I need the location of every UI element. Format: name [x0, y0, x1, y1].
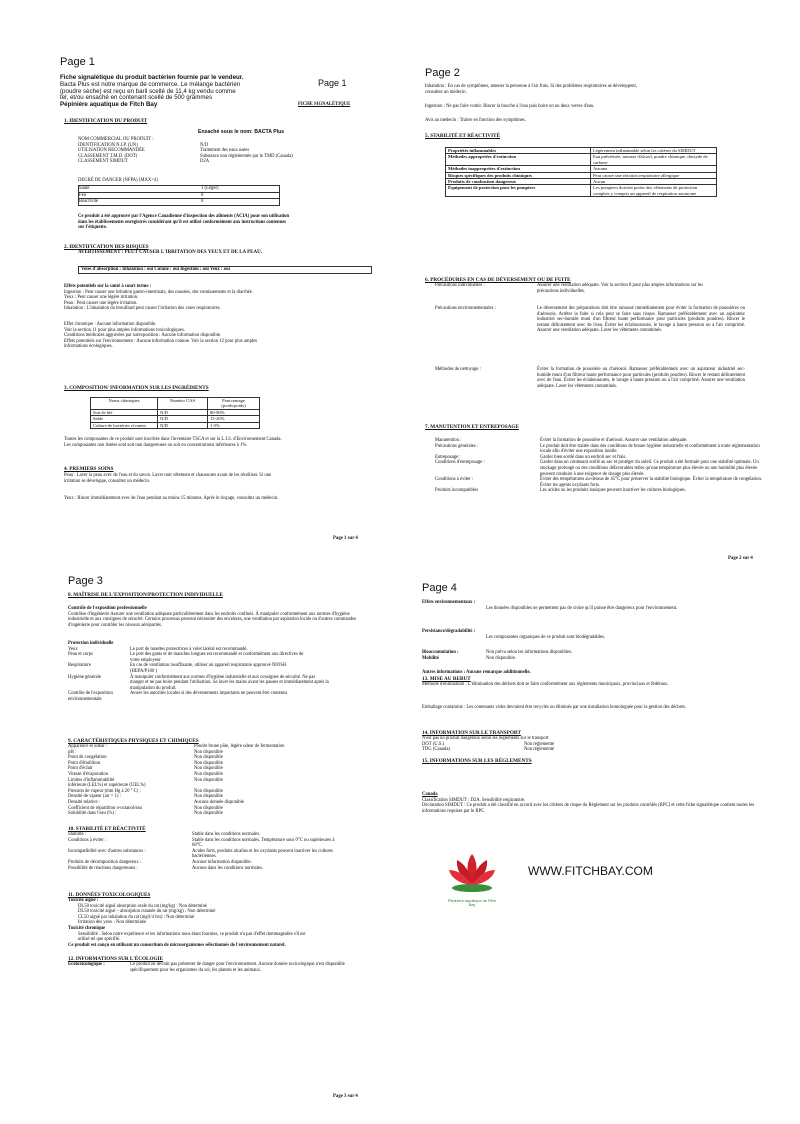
- list-item: Densité de vapeur (air = 1) : Non disponible: [68, 794, 223, 800]
- page-4-label: Page 4: [422, 582, 457, 594]
- list-item: Point d'ébullition Non disponible: [68, 760, 223, 766]
- list-item: Respiratoire En cas de ventilation insuffisante, utiliser un appareil respiratoire approuvé NIOSH (HEPA/P100 ): [68, 663, 287, 674]
- list-item: Apparence et odeur : Poudre brune pâle, légère odeur de fermentation: [68, 744, 285, 749]
- list-item: Stabilité : Stable dans les conditions normales.: [68, 832, 261, 837]
- page-4: [400, 562, 800, 1124]
- list-item: Yeux Le port de lunettes protectrices à volet latéral est recommandé.: [68, 646, 248, 652]
- stability-list: [68, 832, 368, 871]
- section-8-title: 8. MAÎTRISE DE L'EXPOSITION/PROTECTION INDIVIDUELLE: [68, 592, 223, 598]
- spill-individual: Précautions individuelles : Assurer une ventilation adéquate. Voir la section 8 pour plus amples informations sur les précautions individuelles.: [435, 283, 703, 294]
- physical-properties: [68, 744, 368, 817]
- list-item: Conditions à éviter : Stable dans les conditions normales. Température sous 0°C ou supérieures à 68°C.: [68, 837, 335, 849]
- nfpa-table: [78, 185, 280, 206]
- section-2-title: 2. IDENTIFICATION DES RISQUES: [64, 244, 149, 250]
- spill-environment: Précautions environnementales : Le déversement des préparations doit être ramassé immédiatement pour éviter la formation de poussières ou d'aérosols. Arrêter la fuite si cela peut se faire sans risque. Ramasser préférablement avec un aspirateur industriel sec-humide muni d'un filtreur haute performance pour particules (produits poudres). Rincer le restant délicatement avec de l'eau. Éviter les éclaboussures, le lavage à haute pression ou à l'air comprimé. Assurer une ventilation adéquate. Laver les vêtements contaminés.: [435, 306, 745, 334]
- ingestion-text: Ingestion : Ne pas faire vomir. Rincer la bouche à l'eau puis boire un ou deux verres d'eau.: [425, 104, 595, 109]
- inhalation-text: Inhalation : En cas de symptômes, amener la personne à l'air frais. Si des problèmes respiratoires se développent, consultez un médecin.: [425, 84, 637, 95]
- list-item: Peau et corps Le port des gants et de manches longues est recommandé et conformément aux directives de votre employeur: [68, 652, 304, 663]
- bioaccumulation: Bioaccumulation : Non prévu selon les informations disponibles. Mobilité Non disponible.: [422, 650, 573, 661]
- table-row: Propriétés inflammables Légèrement inflammable selon les critères du SIMDUT: [446, 148, 717, 154]
- id-row: UTILISATION RECOMMANDÉE Traitement des eaux usées: [78, 148, 250, 154]
- list-item: Entreposage : Garder bien scellé dans un endroit sec et frais.: [435, 454, 627, 460]
- toxicology: Toxicité aiguë : DL50 toxicité aiguë absorption orale du rat (mg/kg) : Non déterminé DL50 toxicité aiguë – absorption cutanée du rat (mg/kg) : Non déterminé CL50 aiguë par inhalation du rat (mg/l/4 hrs) : Non déterminé Irritation des yeux : Non déterminée Toxicité chronique Sensibilité : Selon notre expérience et les informations nous étant fournies, ce produit n'a pas d'effet dommageable s'il est utilisé tel que spécifié. Ce produit est conçu en utilisant un consortium de microorganismes sélectionnés de l'environnement naturel.: [68, 898, 306, 948]
- regulations-canada: Canada Classification SIMDUT : D2A. Sensibilité respiratoire. Déclaration SIMDUT : Ce produit a été classifié en accord avec les critères de risque du Règlement sur les produits contrôlés (RPC) et cette fiche signalétique contient toutes les informations requises par le RPC.: [422, 792, 755, 814]
- logo-text: Pépinière aquatique de Fitch Bay: [447, 899, 497, 908]
- disposal-method: Méthode d'élimination : L'élimination des déchets doit se faire conformément aux règlements municipaux, provinciaux et fédéraux.: [422, 682, 669, 687]
- first-aid-skin: Peau : Laver la peau avec de l'eau et du savon. Laver tout vêtement et chaussures avant de les réutiliser. Si une irritation se développe, consultez un médecin.: [64, 473, 272, 484]
- section-10-title: 10. STABILITÉ ET RÉACTIVITÉ: [68, 826, 146, 832]
- page-footer: Page 2 sur 4: [728, 556, 753, 561]
- table-row: Risques spécifiques des produits chimiques Peut causer une réaction respiratoire allergique: [446, 172, 717, 178]
- section-1-title: 1. IDENTIFICATION DU PRODUIT: [64, 118, 148, 124]
- website-link[interactable]: WWW.FITCHBAY.COM: [528, 864, 653, 878]
- spill-cleaning: Méthodes de nettoyage : Éviter la formation de poussière ou d'aérosol. Ramasser préférablement avec un aspirateur industriel sec-humide muni d'un filtreur haute performance pour particules (produits poudres). Rincer le restant délicatement avec de l'eau. Éviter les éclaboussures, le lavage à haute pression ou à l'air comprimé. Assurer une ventilation adéquate. Laver les vêtements contaminés.: [435, 367, 745, 389]
- section-14-title: 14. INFORMATION SUR LE TRANSPORT: [422, 730, 521, 736]
- id-row: IDENTIFICATION N.I.P. (UN) N/D: [78, 142, 209, 148]
- list-item: Conditions à éviter : Éviter des températures au-dessus de 45°C pour préserver la stabilité biologique. Éviter la température de congélation. Éviter les agents oxydants forts.: [435, 477, 762, 488]
- page-footer: Page 1 sur 4: [333, 536, 358, 541]
- nfpa-title: DEGRÉ DE DANGER (NFPA) (MAX=4): [78, 178, 158, 183]
- list-item: Coefficient de répartition n-octanol/eau Non disponible: [68, 805, 223, 811]
- list-item: Précautions générales : Le produit doit être traitée dans des conditions de bonne hygiène industrielle et conformément à toute réglementation locale afin d'éviter une exposition inutile.: [435, 443, 760, 455]
- fiche-label: FICHE SIGNALÉTIQUE: [298, 102, 351, 107]
- table-row: Culture de bactéries vivantes N/D 1-5%: [91, 422, 260, 428]
- header-line: (poudre sèche) est reçu en baril scellé de 11,4 kg vendu comme: [60, 87, 236, 95]
- id-row: CLASSEMENT T.M.D. (DOT) Substance non réglementée par le TMD (Canada): [78, 153, 293, 159]
- header-line: Bacta Plus est notre marque de commerce. Le mélange bactérien: [60, 80, 241, 88]
- section-2-warning: AVERTISSEMENT : PEUT CAUSER L'IRRITATION DES YEUX ET DE LA PEAU.: [78, 250, 262, 255]
- chronic-effects: Effet chronique : Aucune information disponible. Voir la section 11 pour plus amples informations toxicologiques. Conditions médicales aggravées par surexposition : Aucune information disponible. Effets potentiels sur l'environnement : Aucune information connue. Voir la section 12 pour plus amples informations écologiques.: [64, 322, 258, 350]
- health-effects: Effets potentiels sur la santé à court terme : Ingestion : Peut causer une irritation gastro-intestinale, des nausées, des vomissements et la diarrhée. Yeux : Peut causer une légère irritation. Peau : Peut causer une légère irritation. Inhalation : L'inhalation du brouillard peut causer l'irritation des voies respiratoires.: [64, 284, 254, 312]
- nfpa-row: Réactivité 0: [79, 199, 204, 205]
- list-item: Incompatibilité avec d'autres substances : Acides forts, produits alcalins et les oxydants peuvent inactiver les cultures bactériennes.: [68, 848, 333, 860]
- list-item: Contrôle de l'exposition environnementale Aviser les autorités locales si des déversements importants ne peuvent être contenus: [68, 691, 288, 702]
- list-item: Vitesse d'évaporation Non disponible: [68, 771, 223, 777]
- environmental-effects: Effets environnementaux : Les données disponibles ne permettent pas de croire qu'il puisse être dangereux pour l'environnement.: [422, 600, 678, 611]
- list-item: Hygiène générale À manipuler conformément aux normes d'hygiène industrielle et aux consignes de sécurité. Ne pas manger et ne pas boire pendant l'utilisation. Se laver les mains avant les pauses et immédiatement après la manipulation du produit.: [68, 674, 329, 691]
- page-1: [0, 0, 400, 562]
- table-row: Méthodes appropriées d'extinction Eau pulvérisée, mousse d'alcool, poudre chimique, dioxyde de carbone: [446, 154, 717, 166]
- document-header: [60, 75, 280, 109]
- page-word: Page 1: [318, 78, 347, 88]
- ecotoxicology: Écotoxicologique : Ce produit ne devrait pas présenter de danger pour l'environnement. Aucune donnée toxicologique n'est disponible spécifiquement pour les organismes du sol, les plantes et les animaux.: [68, 962, 345, 973]
- page-3-label: Page 3: [68, 575, 103, 587]
- personal-protection: Protection individuelle Yeux Le port de lunettes protectrices à volet latéral est recommandé. Peau et corps Le port des gants et de manches longues est recommandé et conformément aux directives de votre employeur Respiratoire En cas de ventilation insuffisante, utiliser un appareil respiratoire approuvé NIOSH (HEPA/P100 ) Hygiène générale À manipuler conformément aux normes d'hygiène industrielle et aux consignes de sécurité. Ne pas manger et ne pas boire pendant l'utilisation. Se laver les mains avant les pauses et immédiatement après la manipulation du produit. Contrôle de l'exposition environnementale Aviser les autorités locales si des déversements importants ne peuvent être contenus: [68, 641, 368, 703]
- list-item: Possibilité de réactions dangereuses : Aucune dans les conditions normales.: [68, 865, 263, 871]
- page-1-label: Page 1: [60, 56, 95, 68]
- section-4-title: 4. PREMIERS SOINS: [64, 466, 114, 472]
- table-header-row: Noms chimiques Numéro CAS Pourcentage (poids/poids): [91, 398, 260, 410]
- stability-table: [445, 147, 717, 197]
- list-item: Conditions d'entreposage : Garder dans un contenant scellé au sec et protéger du soleil. Ce produit a été formulé pour une stabilité optimale. Un stockage prolongé ou des conditions défavorables telles qu'une température plus élevée ou une humidité plus élevée peuvent conduire à une exigence de dosage plus élevée.: [435, 460, 759, 477]
- voies-absorption: Voies d'absorption : Inhalation : oui Cutané : oui Ingestion : oui Yeux : oui: [78, 266, 372, 274]
- ensache-label: Ensaché sous le nom: BACTA Plus: [198, 129, 285, 135]
- page-2: [400, 0, 800, 562]
- handling-list: [435, 438, 765, 494]
- id-row: CLASSEMENT SIMDUT D2A: [78, 159, 210, 165]
- other-info: Autres informations : Aucune remarque additionnelle.: [422, 670, 531, 675]
- id-row: NOM COMMERCIAL OU PRODUIT :: [78, 137, 154, 142]
- first-aid-eyes: Yeux : Rincer immédiatement avec de l'eau pendant au moins 15 minutes. Après le rinçage, consultez un médecin.: [64, 496, 279, 501]
- list-item: Produits de décomposition dangereux : Aucune information disponible.: [68, 859, 252, 865]
- list-item: Densité relative : Aucune donnée disponible: [68, 799, 244, 805]
- list-item: Solubilité dans l'eau (%) : Non disponible: [68, 811, 223, 817]
- lotus-icon: [446, 850, 498, 894]
- avis-medecin: Avis au médecin : Traiter en fonction des symptômes.: [425, 118, 526, 123]
- section-9-title: 9. CARACTÉRISTIQUES PHYSIQUES ET CHIMIQUES: [68, 738, 199, 744]
- page-3: [0, 562, 400, 1124]
- table-row: Sable N/D 15-20%: [91, 416, 260, 422]
- section-5-title: 5. STABILITÉ ET RÉACTIVITÉ: [425, 133, 501, 139]
- fitch-bay-logo: [446, 850, 498, 910]
- exposure-control: Contrôle de l'exposition professionnelle Contrôles d'ingénierie Assurer une ventilation adéquate particulièrement dans les endroits confinés. À manipuler conformément aux normes d'hygiène industrielle et aux consignes de sécurité. Certains processus peuvent nécessiter des enceintes, une ventilation par aspiration locale ou d'autres commandes d'ingénierie pour contrôler les niveaux aéroportés.: [68, 606, 357, 628]
- list-item: pH : Non disponible: [68, 749, 223, 755]
- page-footer: Page 3 sur 4: [333, 1094, 358, 1099]
- list-item: Manutention : Éviter la formation de poussière et d'aérosol. Assurer une ventilation adéquate.: [435, 438, 688, 443]
- list-item: inférieure (LEL%) et supérieure (UEL%): [68, 783, 146, 789]
- transport-info: N'est pas un produit dangereux selon les règlements sur le transport DOT (U.S.) Non réglementé TDG (Canada) Non réglementé: [422, 736, 742, 753]
- composition-table: [90, 397, 260, 429]
- header-line: tel, et/ou ensaché en contenant scellé de 500 grammes: [60, 94, 213, 102]
- identification-list: [78, 137, 378, 165]
- list-item: TDG (Canada) Non réglementé: [422, 747, 555, 753]
- section-6-title: 6. PROCÉDURES EN CAS DE DÉVERSEMENT OU DE FUITE: [425, 277, 571, 283]
- list-item: Point de congélation Non disponible: [68, 755, 223, 761]
- list-item: Limites d'inflammabilité Non disponible: [68, 777, 223, 783]
- section-7-title: 7. MANUTENTION ET ENTREPOSAGE: [425, 424, 519, 430]
- composition-notes: Toutes les composantes de ce produit sont inscrites dans l'inventaire TSCA et sur la L.I.S. d'Environnement Canada. Les composantes non listées sont soit non dangereuses ou soit en concentrations inférieures à 1%.: [64, 437, 282, 448]
- page-2-label: Page 2: [425, 67, 460, 79]
- section-15-title: 15. INFORMATIONS SUR LES RÈGLEMENTS: [422, 758, 532, 764]
- list-item: DOT (U.S.) Non réglementé: [422, 741, 555, 747]
- list-item: Produits incompatibles Les acides ou les produits basiques peuvent inactiver les cultures biologiques.: [435, 488, 686, 494]
- section-3-title: 3. COMPOSITION/ INFORMATION SUR LES INGRÉDIENTS: [64, 385, 209, 391]
- section-13-title: 13. MISE AU REBUT: [422, 676, 471, 682]
- table-row: Son de blé N/D 80-90%: [91, 409, 260, 415]
- acia-note: Ce produit a été approuvé par l'Agence Canadienne d'inspection des aliments (ACIA) pour son utilisation dans les établissements enregistrés considérant qu'il est utilisé conformément aux instructions contenues sur l'étiquette.: [78, 214, 290, 231]
- table-row: Méthodes inappropriées d'extinction Aucune: [446, 166, 717, 172]
- section-12-title: 12. INFORMATIONS SUR L'ÉCOLOGIE: [68, 956, 164, 962]
- list-item: Pression de vapeur (mm Hg à 20 ° C) : Non disponible: [68, 788, 223, 794]
- header-company: Pépinière aquatique de Fitch Bay: [60, 101, 158, 109]
- nfpa-row: Feu 0: [79, 193, 279, 200]
- table-row: Produits de combustion dangereux Aucun: [446, 179, 717, 185]
- persistence: Persistance/dégradabilité : Les composantes organiques de ce produit sont biodégradables.: [422, 629, 606, 640]
- contaminated-packaging: Emballage contaminé : Les contenants vides devraient être recyclés ou éliminés par une installation homologuée pour la gestion des déchets.: [422, 705, 686, 710]
- table-row: Équipement de protection pour les pompiers Les pompiers doivent porter des vêtements de protection complets y compris un appareil de respiration autonome: [446, 185, 717, 197]
- section-11-title: 11. DONNÉES TOXICOLOGIQUES: [68, 892, 151, 898]
- list-item: Point d'éclair Non disponible: [68, 766, 223, 772]
- header-title: Fiche signalétique du produit bactérien fournie par le vendeur.: [60, 74, 244, 81]
- nfpa-row: Santé 1 (Léger): [79, 186, 279, 193]
